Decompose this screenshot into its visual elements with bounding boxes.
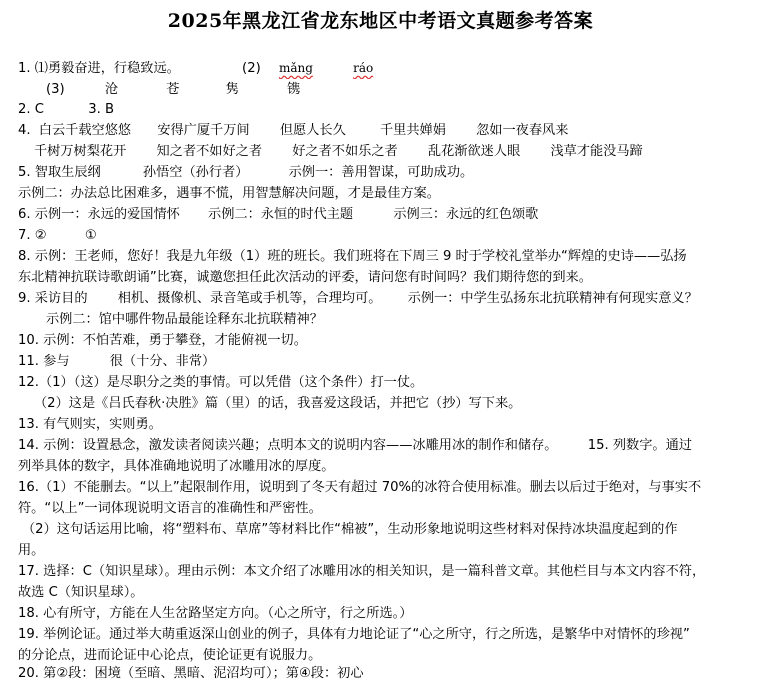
answer-text: 孙悟空（孙行者）	[142, 165, 249, 180]
pinyin-text: mǎng	[278, 61, 313, 75]
answer-line	[18, 372, 753, 393]
answer-text: 2. C	[18, 102, 44, 117]
answer-text: 故选 C（知识星球）。	[18, 585, 144, 600]
answer-text: 7. ②	[18, 228, 47, 243]
answer-text: 但愿人长久	[279, 123, 346, 138]
answer-text: 6. 示例一：永远的爱国情怀	[18, 207, 180, 222]
answer-line	[18, 603, 753, 624]
pinyin-text: ráo	[353, 61, 374, 75]
answer-text: 9. 采访目的	[18, 291, 88, 306]
answer-text: ①	[84, 228, 97, 243]
answer-label: (3)	[46, 82, 65, 97]
answer-line	[18, 435, 753, 456]
answer-text: 浅草才能没马蹄	[550, 144, 643, 159]
answer-line	[18, 456, 753, 477]
answer-line	[18, 99, 753, 120]
answer-text: 列举具体的数字，具体准确地说明了冰雕用冰的厚度。	[18, 459, 335, 474]
answer-text: 安得广厦千万间	[157, 123, 250, 138]
answer-char: 沧	[104, 82, 119, 97]
answer-text: 东北精神抗联诗歌朗诵”比赛，诚邀您担任此次活动的评委，请问您有时间吗？我们期待您的到来。	[18, 270, 592, 285]
answer-text: （2）这是《吕氏春秋·决胜》篇（里）的话，我喜爱这段话，并把它（抄）写下来。	[34, 396, 522, 411]
answer-text: 千里共婵娟	[379, 123, 446, 138]
answer-line	[18, 540, 753, 561]
answer-line	[34, 393, 753, 414]
answer-line	[18, 183, 753, 204]
answer-line	[18, 267, 753, 288]
answer-line	[18, 582, 753, 603]
answer-text: 的分论点，进而论证中心论点，使论证更有说服力。	[18, 648, 322, 663]
answer-text: 10. 示例：不怕苦难，勇于攀登，才能俯视一切。	[18, 333, 307, 348]
answer-line	[34, 141, 753, 162]
answer-line	[18, 120, 753, 141]
answer-text: 1. ⑴勇毅奋进，行稳致远。	[18, 61, 180, 76]
answer-text: 知之者不如好之者	[156, 144, 263, 159]
answer-text: 8. 示例：王老师，您好！我是九年级（1）班的班长。我们班将在下周三 9 时于学校礼堂举办“辉煌的史诗——弘扬	[18, 249, 687, 264]
answer-text: 13. 有气则实，实则勇。	[18, 417, 162, 432]
answer-text: 示例一：中学生弘扬东北抗联精神有何现实意义？	[407, 291, 698, 306]
answer-line	[18, 663, 753, 684]
answer-line	[18, 351, 753, 372]
answer-text: 好之者不如乐之者	[292, 144, 398, 159]
answer-line	[18, 477, 753, 498]
answer-label: (2)	[242, 61, 261, 76]
answer-char: 隽	[225, 82, 239, 97]
answer-line	[46, 309, 753, 330]
answer-text: 示例二：办法总比困难多，遇事不慌，用智慧解决问题，才是最佳方案。	[18, 186, 440, 201]
answer-line	[18, 162, 753, 183]
answer-line	[22, 519, 753, 540]
answer-line	[18, 204, 753, 225]
answer-text: 符。“以上”一词体现说明文语言的准确性和严密性。	[18, 501, 322, 516]
answer-label: 4.	[18, 123, 31, 138]
answer-text: 15. 列数字。通过	[587, 438, 692, 453]
answer-line	[18, 561, 753, 582]
answer-line	[18, 246, 753, 267]
answer-text: 示例三：永远的红色颂歌	[393, 207, 539, 222]
answer-text: 白云千载空悠悠	[38, 123, 132, 138]
answer-text: 示例二：永恒的时代主题	[208, 207, 354, 222]
answer-text: 示例二：馆中哪件物品最能诠释东北抗联精神？	[46, 312, 323, 327]
answer-text: 千树万树梨花开	[34, 144, 127, 159]
answer-text: 14. 示例：设置悬念，激发读者阅读兴趣；点明本文的说明内容——冰雕用冰的制作和储存。	[18, 438, 558, 453]
answer-text: 3. B	[88, 102, 115, 117]
answer-text: 12.（1）（这）是尽职分之类的事情。可以凭借（这个条件）打一仗。	[18, 375, 424, 390]
answer-char: 苍	[166, 82, 180, 97]
answer-text: 用。	[18, 543, 45, 558]
answer-line	[18, 288, 753, 309]
answer-text: 11. 参与	[18, 354, 70, 369]
answer-char: 镌	[287, 82, 301, 97]
answer-text: 相机、摄像机、录音笔或手机等，合理均可。	[117, 291, 382, 306]
answer-line	[18, 624, 753, 645]
answer-text: 示例一：善用智谋，可助成功。	[288, 165, 474, 180]
answer-line	[18, 58, 753, 79]
answer-line	[18, 330, 753, 351]
answer-text: 17. 选择：C（知识星球）。理由示例：本文介绍了冰雕用冰的相关知识，是一篇科普文章。其他栏目与本文内容不符，	[18, 564, 706, 579]
answer-line	[46, 79, 753, 100]
answer-text: 16.（1）不能删去。“以上”起限制作用，说明到了冬天有超过 70%的冰符合使用标准。删去以后过于绝对，与事实不	[18, 480, 702, 495]
answer-text: 20. 第②段：困境（至暗、黑暗、泥沼均可）；第④段：初心	[18, 666, 364, 681]
answer-line	[18, 414, 753, 435]
answer-text: 忽如一夜春风来	[476, 123, 569, 138]
answer-text: 5. 智取生辰纲	[18, 165, 101, 180]
answer-text: 19. 举例论证。通过举大萌重返深山创业的例子，具体有力地论证了“心之所守，行之所选，是繁华中对情怀的珍视”	[18, 627, 690, 642]
answer-text: 很（十分、非常）	[109, 354, 216, 369]
answer-text: （2）这句话运用比喻，将“塑料布、草席”等材料比作“棉被”，生动形象地说明这些材料对保持冰块温度起到的作	[22, 522, 678, 537]
answer-line	[18, 498, 753, 519]
answer-text: 18. 心有所守，方能在人生岔路坚定方向。（心之所守，行之所选。）	[18, 606, 413, 621]
page-title: 2025年黑龙江省龙东地区中考语文真题参考答案	[167, 10, 594, 32]
answer-line	[18, 225, 753, 246]
answer-text: 乱花渐欲迷人眼	[427, 144, 521, 159]
